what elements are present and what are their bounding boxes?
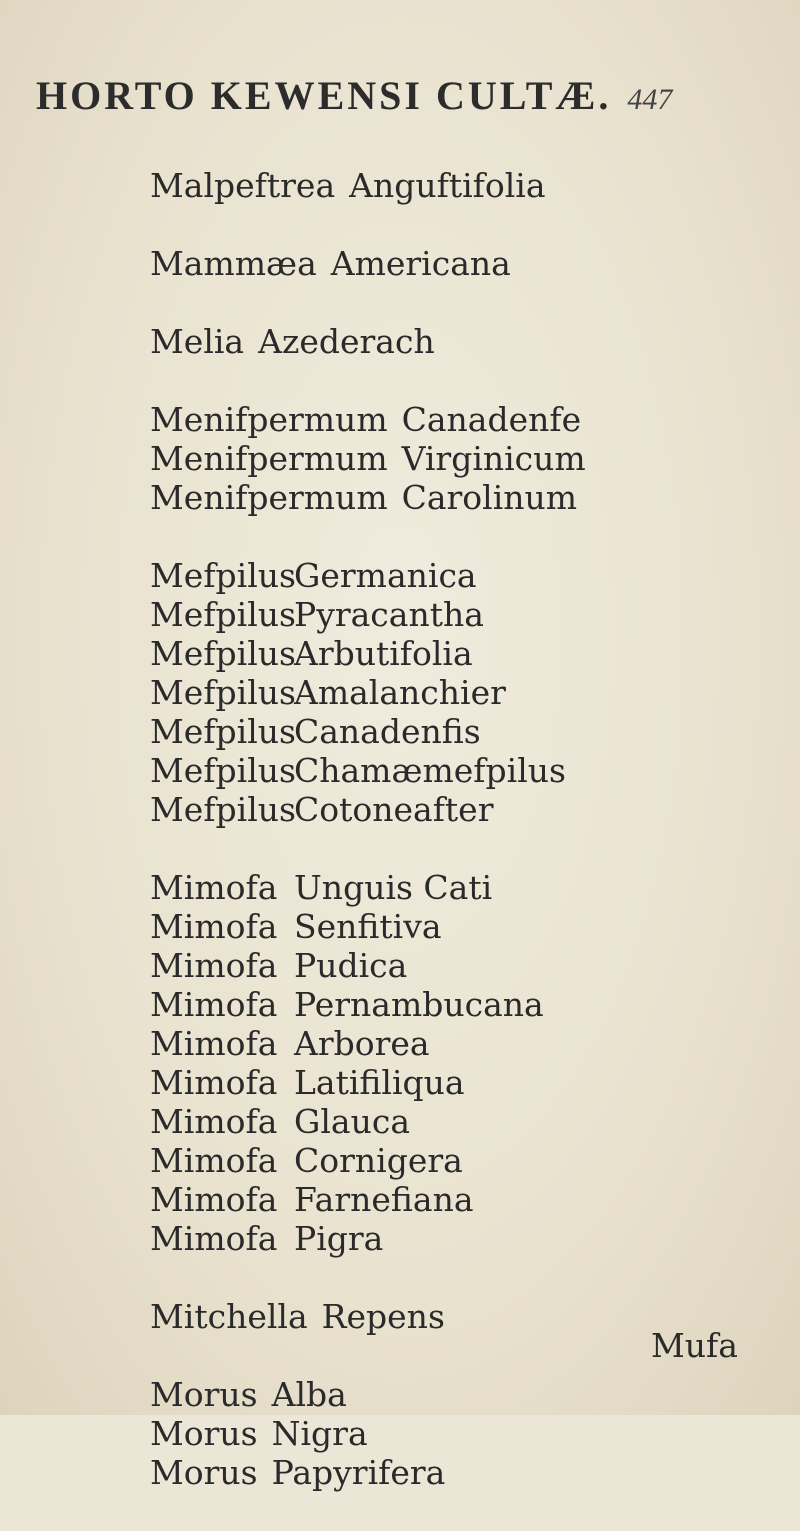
list-item	[150, 1297, 710, 1336]
genus-name: Mefpilus	[150, 556, 296, 595]
species-name: Carolinum	[401, 478, 578, 517]
genus-name: Mimofa	[150, 1102, 278, 1141]
list-item	[150, 1453, 710, 1492]
genus-name: Morus	[150, 1453, 258, 1492]
list-item	[150, 1141, 710, 1180]
species-name: Azederach	[258, 322, 435, 361]
genus-name: Mefpilus	[150, 712, 296, 751]
genus-name: Mimofa	[150, 1219, 278, 1258]
genus-name: Menifpermum	[150, 478, 388, 517]
list-item	[150, 556, 710, 595]
genus-name: Mitchella	[150, 1297, 308, 1336]
genus-name: Mimofa	[150, 985, 278, 1024]
list-item	[150, 868, 710, 907]
list-item	[150, 322, 710, 361]
list-item	[150, 400, 710, 439]
genus-name: Mefpilus	[150, 751, 296, 790]
genus-name: Menifpermum	[150, 400, 388, 439]
genus-name: Melia	[150, 322, 245, 361]
species-name: Cornigera	[294, 1141, 463, 1180]
list-item	[150, 673, 710, 712]
list-item	[150, 907, 710, 946]
entry-group-mefpilus	[150, 556, 710, 829]
species-name: Chamæmefpilus	[294, 751, 566, 790]
species-name: Farnefiana	[294, 1180, 474, 1219]
list-item	[150, 1414, 710, 1453]
genus-name: Mimofa	[150, 907, 278, 946]
species-name: Arborea	[294, 1024, 430, 1063]
genus-name: Mimofa	[150, 868, 278, 907]
list-item	[150, 1219, 710, 1258]
entry-group-melia	[150, 322, 710, 361]
genus-name: Mefpilus	[150, 634, 296, 673]
species-name: Papyrifera	[271, 1453, 446, 1492]
species-name: Pernambucana	[294, 985, 544, 1024]
genus-name: Morus	[150, 1414, 258, 1453]
list-item	[150, 595, 710, 634]
header-title: HORTO KEWENSI CULTÆ.	[36, 73, 612, 118]
genus-name: Mammæa	[150, 244, 317, 283]
species-name: Canadenfis	[294, 712, 481, 751]
species-name: Americana	[330, 244, 511, 283]
genus-name: Mimofa	[150, 1063, 278, 1102]
species-name: Arbutifolia	[294, 634, 473, 673]
list-item	[150, 985, 710, 1024]
species-name: Latifiliqua	[294, 1063, 465, 1102]
genus-name: Morus	[150, 1375, 258, 1414]
genus-name: Mimofa	[150, 1180, 278, 1219]
list-item	[150, 1180, 710, 1219]
entry-group-mammaea	[150, 244, 710, 283]
genus-name: Mimofa	[150, 946, 278, 985]
genus-name: Mimofa	[150, 1024, 278, 1063]
genus-name: Mefpilus	[150, 595, 296, 634]
list-item	[150, 1375, 710, 1414]
entry-group-mitchella	[150, 1297, 710, 1336]
list-item	[150, 1024, 710, 1063]
species-name: Virginicum	[401, 439, 586, 478]
entry-group-morus	[150, 1375, 710, 1492]
list-item	[150, 478, 710, 517]
list-item	[150, 790, 710, 829]
species-name: Pyracantha	[294, 595, 484, 634]
genus-name: Mefpilus	[150, 673, 296, 712]
species-name: Pudica	[294, 946, 408, 985]
genus-name: Malpeftrea	[150, 166, 336, 205]
page-number: 447	[627, 83, 673, 116]
species-name: Alba	[271, 1375, 347, 1414]
list-item	[150, 439, 710, 478]
list-item	[150, 1063, 710, 1102]
list-item	[150, 946, 710, 985]
list-item	[150, 712, 710, 751]
genus-name: Mefpilus	[150, 790, 296, 829]
running-header	[36, 72, 776, 119]
species-name: Pigra	[294, 1219, 384, 1258]
list-item	[150, 244, 710, 283]
list-item	[150, 166, 710, 205]
entry-group-menifpermum	[150, 400, 710, 517]
species-name: Amalanchier	[294, 673, 506, 712]
list-item	[150, 634, 710, 673]
species-name: Repens	[321, 1297, 445, 1336]
species-name: Germanica	[294, 556, 477, 595]
species-name: Glauca	[294, 1102, 410, 1141]
species-name: Unguis Cati	[294, 868, 493, 907]
list-item	[150, 1102, 710, 1141]
species-name: Canadenfe	[401, 400, 582, 439]
genus-name: Menifpermum	[150, 439, 388, 478]
catchword: Mufa	[651, 1326, 738, 1365]
entry-group-malpeftrea	[150, 166, 710, 205]
species-name: Nigra	[271, 1414, 368, 1453]
species-name: Anguftifolia	[349, 166, 546, 205]
list-item	[150, 751, 710, 790]
plant-list	[150, 166, 710, 1531]
genus-name: Mimofa	[150, 1141, 278, 1180]
species-name: Senfitiva	[294, 907, 442, 946]
entry-group-mimofa	[150, 868, 710, 1258]
species-name: Cotoneafter	[294, 790, 494, 829]
